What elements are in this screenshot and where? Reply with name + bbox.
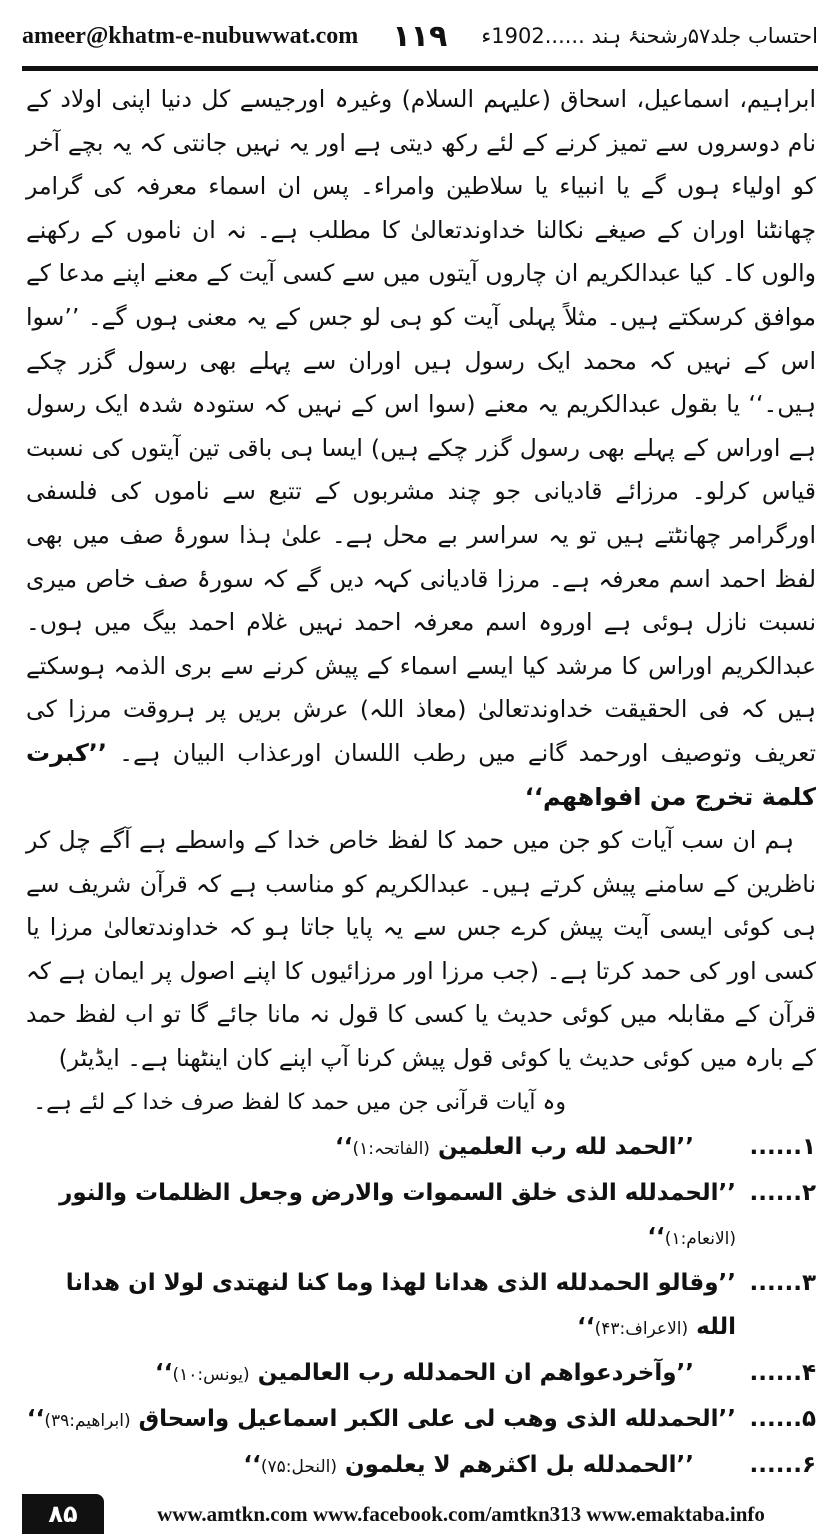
header-email: ameer@khatm-e-nubuwwat.com — [22, 22, 359, 49]
inline-quranic-quote: ’’کبرت کلمة تخرج من افواهھم‘‘ — [26, 738, 816, 811]
page-footer — [22, 1494, 818, 1534]
body-paragraph-2: ہم ان سب آیات کو جن میں حمد کا لفظ خاص خدا کے واسطے ہے آگے چل کر ناظرین کے سامنے پیش کرتے ہیں۔ عبدالکریم کو مناسب ہے کہ قرآن شریف سے ہی کوئی ایسی آیت پیش کرے جس سے یہ پایا جاتا ہو کہ خداوندتعالیٰ مرزا یا کسی اور کی حمد کرتا ہے۔ (جب مرزا اور مرزائیوں کا اپنے اصول پر ایمان ہے کہ قرآن کے مقابلہ میں کوئی حدیث یا کسی کا قول نہ مانا جائے گا تو اب لفظ حمد کے بارہ میں کوئی حدیث یا کوئی قول پیش کرنا آپ اپنے کان اینٹھنا ہے۔ ایڈیٹر) — [26, 826, 816, 1073]
verse-list — [26, 1125, 816, 1489]
verse-number: ۲...... — [749, 1179, 816, 1206]
verse-arabic: ’’الحمدلله الذى خلق السموات والارض وجعل الظلمات والنور — [59, 1179, 736, 1206]
verse-text — [26, 1443, 736, 1489]
verse-item — [26, 1171, 816, 1261]
verse-arabic: ’’وقالو الحمدلله الذى هدانا لهذا وما كنا لنهتدى لولا ان هدانا الله — [65, 1269, 736, 1340]
verse-arabic: ’’الحمد لله رب العلمين — [437, 1133, 694, 1160]
page-body — [26, 78, 816, 1489]
verse-item — [26, 1125, 816, 1171]
verse-arabic: ’’الحمدلله بل اكثرهم لا يعلمون — [345, 1451, 694, 1478]
verse-close-quote: ‘‘ — [577, 1313, 595, 1340]
verse-text — [26, 1351, 736, 1397]
verse-number: ۴...... — [749, 1359, 816, 1386]
header-page-mark: ۱۱۹ — [392, 18, 448, 54]
verse-close-quote: ‘‘ — [647, 1223, 665, 1250]
verse-close-quote: ‘‘ — [155, 1359, 173, 1386]
header-book-title: احتساب جلد۵۷رشحنۂ ہند ......1902ء — [481, 24, 818, 48]
verse-arabic: ’’الحمدلله الذى وهب لى على الكبر اسماعيل واسحاق — [138, 1405, 736, 1432]
verse-item — [26, 1397, 816, 1443]
verse-arabic: ’’وآخردعواهم ان الحمدلله رب العالمين — [257, 1359, 694, 1386]
footer-links: www.amtkn.com www.facebook.com/amtkn313 www.emaktaba.info — [157, 1501, 765, 1526]
paragraph-1-text: ابراہیم، اسماعیل، اسحاق (علیہم السلام) وغیرہ اورجیسے کل دنیا اپنی اولاد کے نام دوسروں سے تمیز کرنے کے لئے رکھ دیتی ہے اور یہ نہیں جانتی کہ یہ بچے آخر کو اولیاء ہوں گے یا انبیاء یا سلاطین وامراء۔ پس ان اسماء معرفہ کی گرامر چھانٹنا اوران کے صیغے نکالنا خداوندتعالیٰ کا مطلب ہے۔ نہ ان ناموں کے رکھنے والوں کا۔ کیا عبدالکریم ان چاروں آیتوں میں سے کسی آیت کے معنے اپنے مدعا کے موافق کرسکتے ہیں۔ مثلاً پہلی آیت کو ہی لو جس کے یہ معنی ہوں گے۔ ’’سوا اس کے نہیں کہ محمد ایک رسول ہیں اوران سے پہلے بھی رسول گزر چکے ہیں۔‘‘ یا بقول عبدالکریم یہ معنے (سوا اس کے نہیں کہ ستودہ شدہ ایک رسول ہے اوراس کے پہلے بھی رسول گزر چکے ہیں) ایسا ہی باقی تین آیتوں کی نسبت قیاس کرلو۔ مرزائے قادیانی جو چند مشربوں کے تتبع سے ناموں کی فلسفی اورگرامر چھانٹتے ہیں تو یہ سراسر بے محل ہے۔ علیٰ ہذا سورۂ صف میں بھی لفظ احمد اسم معرفہ ہے۔ مرزا قادیانی کہہ دیں گے کہ سورۂ صف خاص میری نسبت نازل ہوئی ہے اوروہ اسم معرفہ احمد نہیں غلام احمد بیگ میں ہوں۔ عبدالکریم اوراس کا مرشد کیا ایسے اسماء کے پیش کرنے سے بری الذمہ ہوسکتے ہیں کہ فی الحقیقت خداوندتعالیٰ (معاذ اللہ) عرش بریں پر ہروقت مرزا کی تعریف وتوصیف اورحمد گانے میں رطب اللسان اورعذاب البیان ہے۔ — [26, 85, 816, 767]
verse-reference: (الفاتحہ:۱) — [352, 1138, 430, 1159]
verse-reference: (ابراھیم:۳۹) — [44, 1410, 131, 1431]
verse-item — [26, 1261, 816, 1351]
verse-reference: (الاعراف:۴۳) — [594, 1318, 689, 1339]
verse-close-quote: ‘‘ — [243, 1451, 261, 1478]
verse-number: ۵...... — [749, 1405, 816, 1432]
verse-text — [26, 1125, 736, 1171]
verse-item — [26, 1443, 816, 1489]
verse-number: ۳...... — [749, 1269, 816, 1296]
body-paragraph-1 — [26, 78, 816, 819]
verse-close-quote: ‘‘ — [334, 1133, 353, 1160]
page-number-badge: ۸۵ — [22, 1494, 104, 1534]
header-rule — [22, 66, 818, 71]
verse-reference: (الانعام:۱) — [664, 1228, 736, 1249]
verse-text — [26, 1261, 736, 1351]
verse-text — [26, 1397, 736, 1443]
verse-close-quote: ‘‘ — [26, 1405, 45, 1432]
verse-item — [26, 1351, 816, 1397]
verse-number: ۶...... — [749, 1451, 816, 1478]
verse-reference: (النحل:۷۵) — [260, 1456, 337, 1477]
verse-number: ۱...... — [749, 1133, 816, 1160]
verse-text — [26, 1171, 736, 1261]
page-header — [22, 10, 818, 62]
verse-reference: (یونس:۱۰) — [172, 1364, 250, 1385]
verses-intro: وہ آیات قرآنی جن میں حمد کا لفظ صرف خدا کے لئے ہے۔ — [33, 1089, 566, 1115]
